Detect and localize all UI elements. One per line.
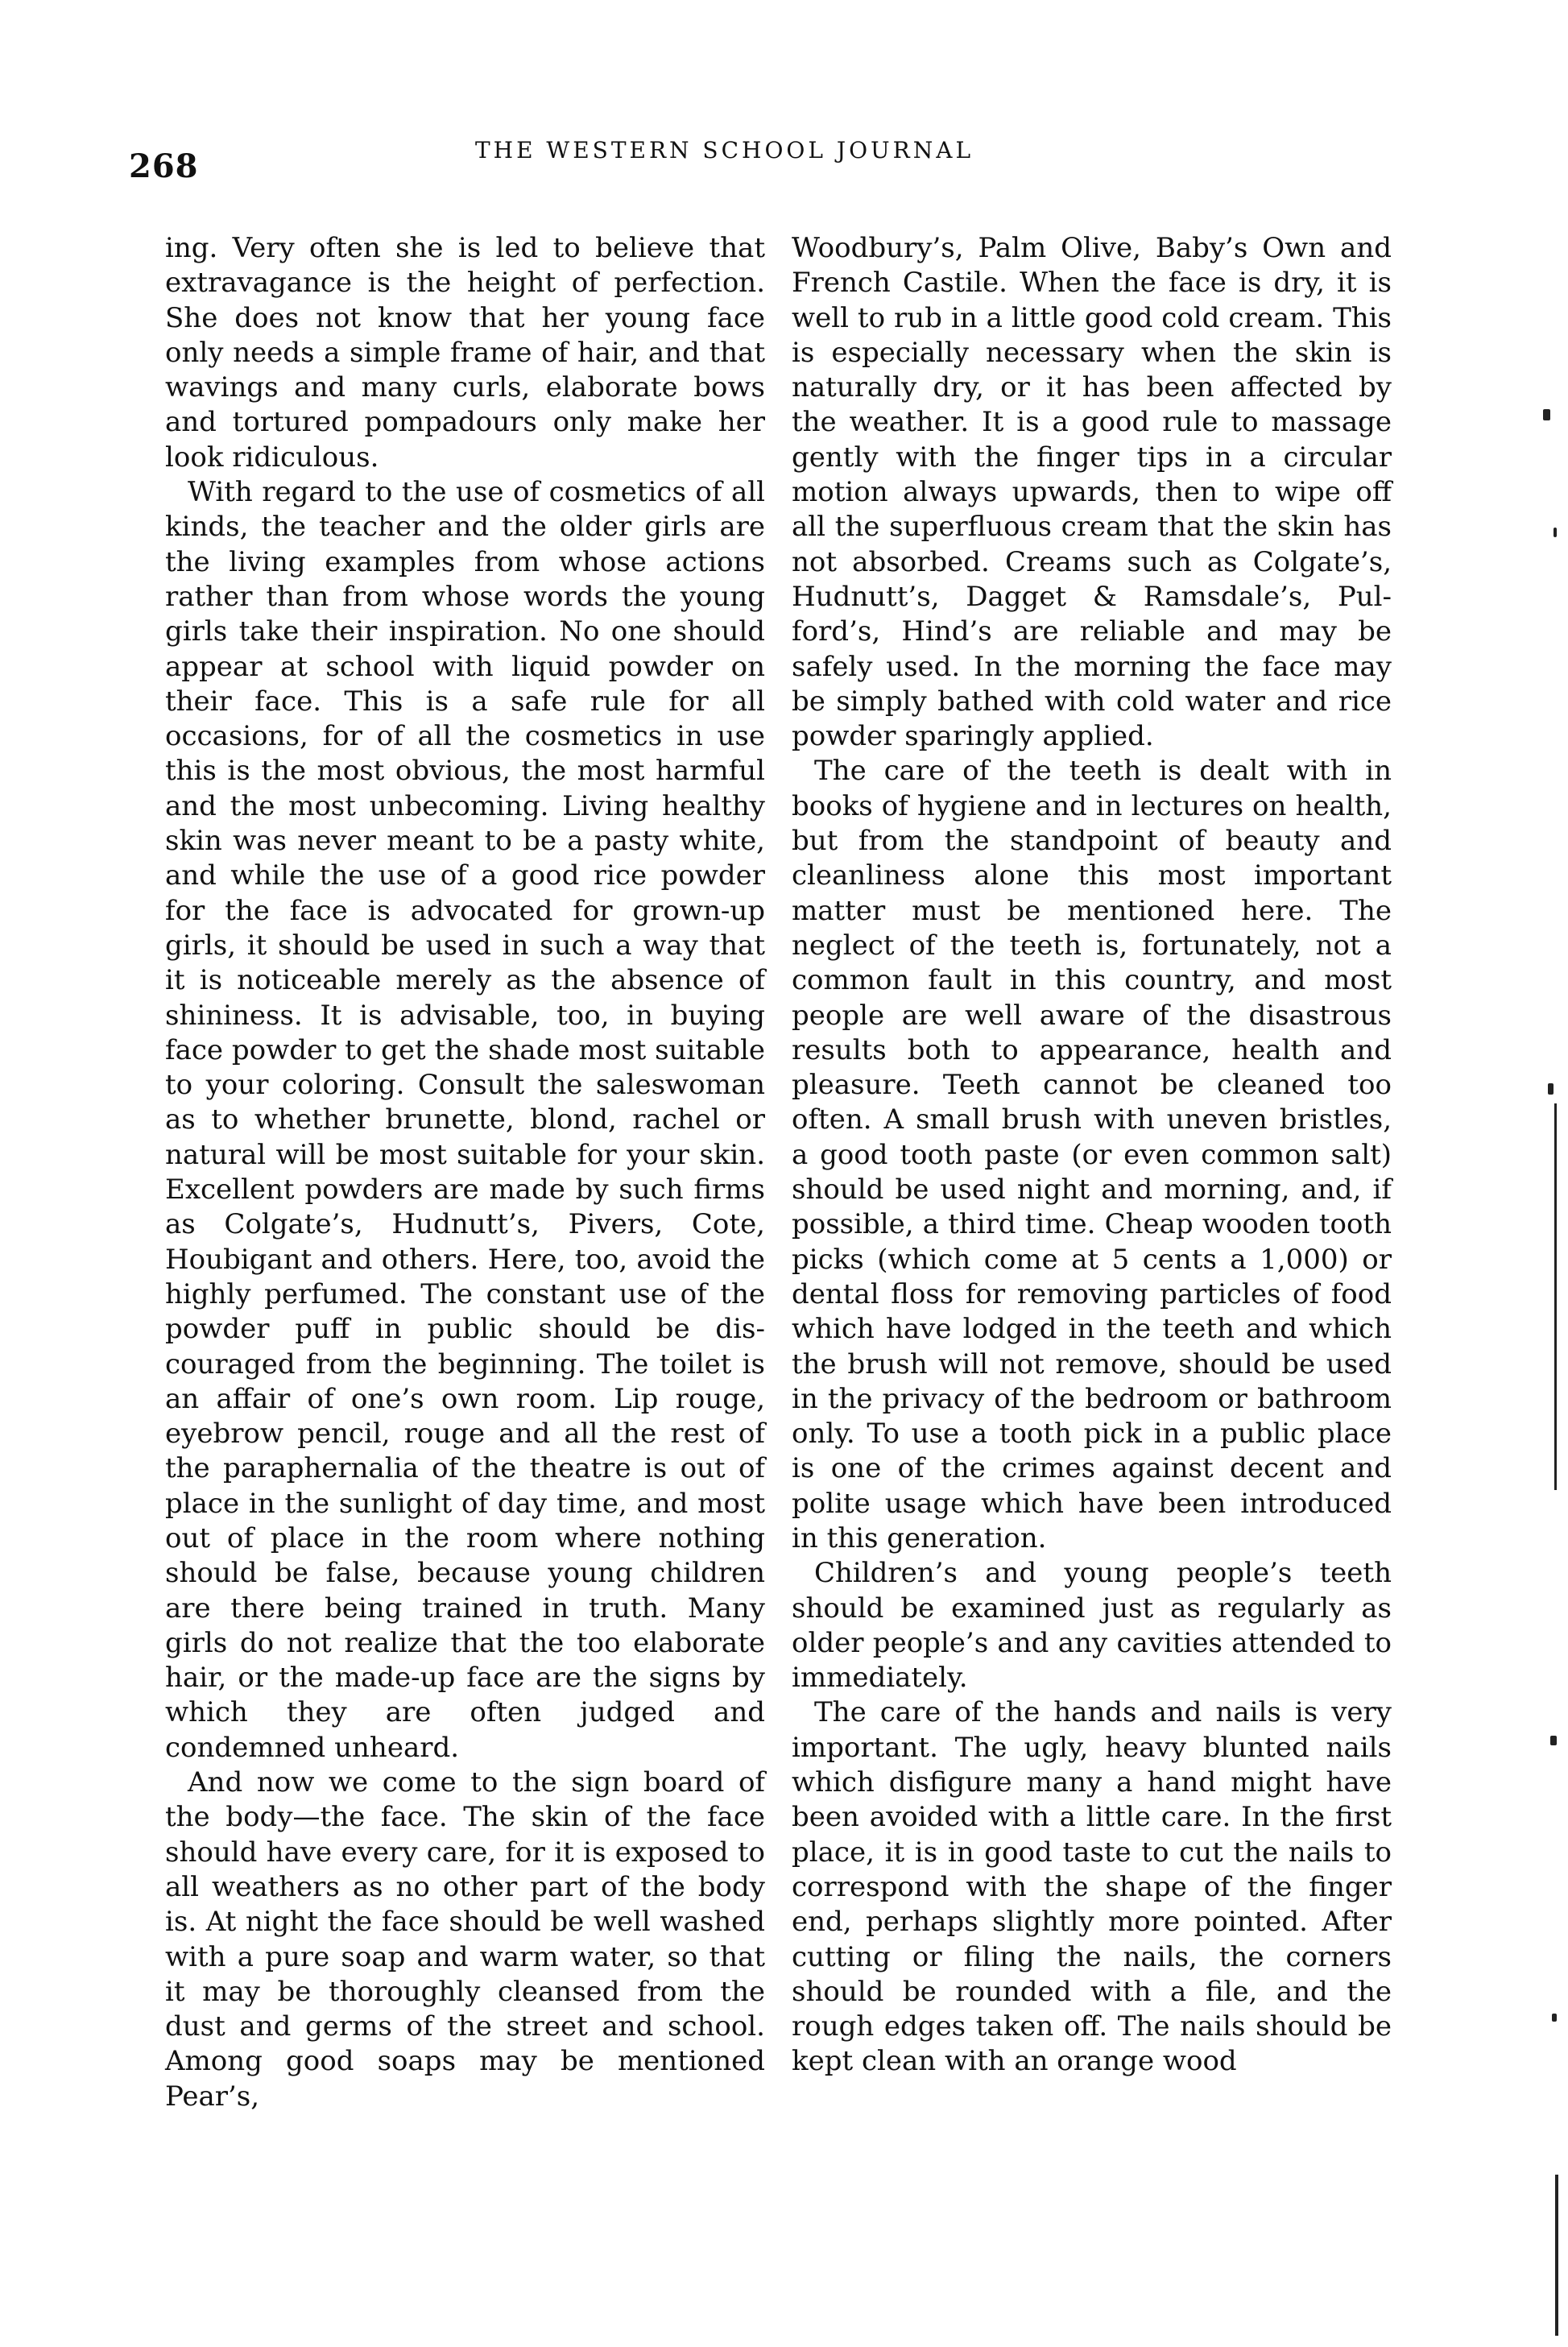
left-column: [165, 231, 765, 2114]
scan-speck: [1548, 1083, 1554, 1095]
scan-edge-line: [1555, 2175, 1558, 2336]
right-paragraph-2: The care of the teeth is dealt with in books of hygiene and in lectures on health, but from the standpoint of beauty and cleanliness alone this most important matter must be mentioned here. The neglect of the teeth is, fortunately, not a common fault in this country, and most people are well aware of the disastrous results both to appearance, health and pleasure. Teeth cannot be cleaned too often. A small brush with uneven bristles, a good tooth paste (or even common salt) should be used night and morning, and, if possible, a third time. Cheap wooden tooth picks (which come at 5 cents a 1,000) or dental floss for removing particles of food which have lodged in the teeth and which the brush will not remove, should be used in the privacy of the bedroom or bathroom only. To use a tooth pick in a public place is one of the crimes against decent and polite usage which have been introduced in this generation.: [792, 755, 1392, 1554]
scan-edge-line: [1554, 1103, 1557, 1490]
right-column: [792, 231, 1392, 2080]
running-head: THE WESTERN SCHOOL JOURNAL: [475, 137, 974, 164]
scan-speck: [1550, 1736, 1557, 1745]
left-paragraph-1: ing. Very often she is led to believe that extravagance is the height of perfection. She does not know that her young face only needs a simple frame of hair, and that wavings and many curls, elaborate bows and tortured pompadours only make her look ridiculous.: [165, 232, 765, 474]
right-paragraph-3: Children’s and young people’s teeth should be examined just as regularly as older people’s and any cavities attended to immediately.: [792, 1557, 1392, 1695]
left-paragraph-3: And now we come to the sign board of the body—the face. The skin of the face should have every care, for it is exposed to all weathers as no other part of the body is. At night the face should be well washed with a pure soap and warm water, so that it may be thoroughly cleansed from the dust and germs of the street and school. Among good soaps may be mentioned Pear’s,: [165, 1766, 765, 2113]
scan-speck: [1554, 528, 1557, 537]
right-paragraph-1: Woodbury’s, Palm Olive, Baby’s Own and French Castile. When the face is dry, it is well to rub in a little good cold cream. This is especially necessary when the skin is naturally dry, or it has been affected by the weather. It is a good rule to massage gently with the finger tips in a circular motion always upwards, then to wipe off all the superfluous cream that the skin has not absorbed. Creams such as Colgate’s, Hudnutt’s, Dagget & Ramsdale’s, Pulford’s, Hind’s are reliable and may be safely used. In the morning the face may be simply bathed with cold water and rice powder sparingly applied.: [792, 232, 1392, 753]
scan-speck: [1552, 2014, 1557, 2022]
scan-speck: [1543, 409, 1550, 420]
right-paragraph-4: The care of the hands and nails is very important. The ugly, heavy blunted nails which disfigure many a hand might have been avoided with a little care. In the first place, it is in good taste to cut the nails to correspond with the shape of the finger end, perhaps slightly more pointed. After cutting or filing the nails, the corners should be rounded with a file, and the rough edges taken off. The nails should be kept clean with an orange wood: [792, 1696, 1392, 2078]
page-number: 268: [129, 147, 199, 185]
left-paragraph-2: With regard to the use of cosmetics of all kinds, the teacher and the older girls are the living examples from whose actions rather than from whose words the young girls take their inspiration. No one should appear at school with liquid powder on their face. This is a safe rule for all occasions, for of all the cosmetics in use this is the most obvious, the most harmful and the most unbecoming. Living healthy skin was never meant to be a pasty white, and while the use of a good rice powder for the face is advocated for grown-up girls, it should be used in such a way that it is noticeable merely as the absence of shininess. It is advisable, too, in buying face powder to get the shade most suitable to your coloring. Consult the saleswoman as to whether brunette, blond, rachel or natural will be most suitable for your skin. Excellent powders are made by such firms as Colgate’s, Hudnutt’s, Pivers, Cote, Houbigant and others. Here, too, avoid the highly perfumed. The constant use of the powder puff in public should be discouraged from the beginning. The toilet is an affair of one’s own room. Lip rouge, eyebrow pencil, rouge and all the rest of the paraphernalia of the theatre is out of place in the sunlight of day time, and most out of place in the room where nothing should be false, because young children are there being trained in truth. Many girls do not realize that the too elaborate hair, or the made-up face are the signs by which they are often judged and condemned unheard.: [165, 476, 765, 1764]
